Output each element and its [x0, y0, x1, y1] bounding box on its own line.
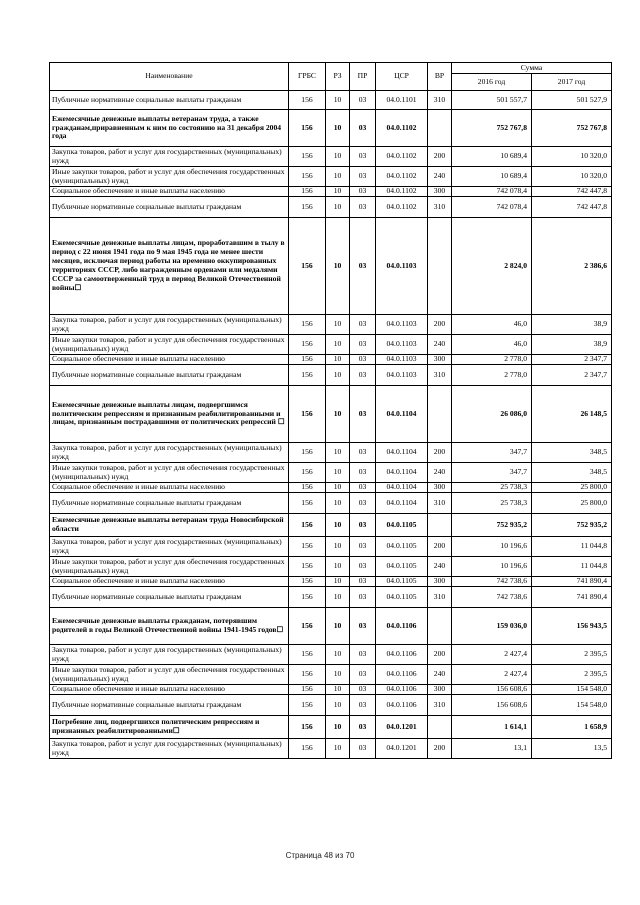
cell-pr: 03: [350, 537, 376, 557]
cell-pr: 03: [350, 463, 376, 483]
cell-csr: 04.0.1102: [376, 110, 428, 147]
cell-pr: 03: [350, 483, 376, 493]
cell-2016: 752 935,2: [452, 514, 532, 537]
cell-name: Закупка товаров, работ и услуг для государственных (муниципальных) нужд: [50, 739, 289, 759]
cell-2016: 159 036,0: [452, 608, 532, 645]
table-row: [50, 218, 612, 315]
cell-name: Социальное обеспечение и иные выплаты населению: [50, 355, 289, 365]
cell-pr: 03: [350, 386, 376, 443]
cell-2017: 2 395,5: [532, 645, 612, 665]
cell-grbs: 156: [289, 537, 326, 557]
cell-2017: 38,9: [532, 335, 612, 355]
cell-pr: 03: [350, 557, 376, 577]
table-row: [50, 335, 612, 355]
cell-2017: 752 767,8: [532, 110, 612, 147]
cell-rz: 10: [326, 537, 350, 557]
header-sum: Сумма: [452, 63, 612, 74]
cell-grbs: 156: [289, 739, 326, 759]
table-row: [50, 355, 612, 365]
cell-grbs: 156: [289, 645, 326, 665]
cell-2017: 742 447,8: [532, 197, 612, 218]
cell-vr: 200: [428, 315, 452, 335]
cell-grbs: 156: [289, 147, 326, 167]
cell-csr: 04.0.1103: [376, 315, 428, 335]
cell-grbs: 156: [289, 218, 326, 315]
cell-name: Публичные нормативные социальные выплаты гражданам: [50, 493, 289, 514]
cell-2016: 742 738,6: [452, 577, 532, 587]
cell-name: Закупка товаров, работ и услуг для государственных (муниципальных) нужд: [50, 645, 289, 665]
cell-name: Социальное обеспечение и иные выплаты населению: [50, 685, 289, 695]
cell-name: Публичные нормативные социальные выплаты гражданам: [50, 365, 289, 386]
cell-csr: 04.0.1102: [376, 167, 428, 187]
cell-csr: 04.0.1102: [376, 197, 428, 218]
cell-vr: 200: [428, 443, 452, 463]
cell-2016: 2 427,4: [452, 665, 532, 685]
cell-vr: 300: [428, 187, 452, 197]
table-row: [50, 514, 612, 537]
cell-grbs: 156: [289, 577, 326, 587]
cell-csr: 04.0.1103: [376, 365, 428, 386]
cell-rz: 10: [326, 335, 350, 355]
cell-2016: 2 824,0: [452, 218, 532, 315]
cell-pr: 03: [350, 147, 376, 167]
cell-2016: 742 078,4: [452, 187, 532, 197]
cell-vr: 200: [428, 739, 452, 759]
header-pr: ПР: [350, 63, 376, 91]
cell-grbs: 156: [289, 197, 326, 218]
cell-grbs: 156: [289, 716, 326, 739]
cell-2017: 13,5: [532, 739, 612, 759]
cell-rz: 10: [326, 91, 350, 110]
cell-2017: 25 800,0: [532, 493, 612, 514]
cell-grbs: 156: [289, 608, 326, 645]
cell-rz: 10: [326, 587, 350, 608]
cell-pr: 03: [350, 91, 376, 110]
cell-rz: 10: [326, 386, 350, 443]
cell-name: Публичные нормативные социальные выплаты гражданам: [50, 587, 289, 608]
cell-rz: 10: [326, 147, 350, 167]
cell-2016: 25 738,3: [452, 483, 532, 493]
cell-rz: 10: [326, 187, 350, 197]
cell-pr: 03: [350, 608, 376, 645]
table-row: [50, 443, 612, 463]
cell-2016: 46,0: [452, 335, 532, 355]
cell-2017: 2 347,7: [532, 355, 612, 365]
cell-grbs: 156: [289, 557, 326, 577]
cell-vr: 300: [428, 355, 452, 365]
cell-rz: 10: [326, 463, 350, 483]
header-rz: РЗ: [326, 63, 350, 91]
cell-2017: 2 395,5: [532, 665, 612, 685]
cell-vr: [428, 110, 452, 147]
table-row: [50, 665, 612, 685]
cell-name: Ежемесячные денежные выплаты гражданам, потерявшим родителей в годы Великой Отечественной войны 1941-1945 годов☐: [50, 608, 289, 645]
cell-grbs: 156: [289, 443, 326, 463]
cell-2017: 11 044,8: [532, 557, 612, 577]
cell-pr: 03: [350, 645, 376, 665]
cell-pr: 03: [350, 167, 376, 187]
cell-rz: 10: [326, 695, 350, 716]
cell-pr: 03: [350, 577, 376, 587]
cell-2016: 2 778,0: [452, 365, 532, 386]
table-body: [50, 91, 612, 759]
cell-grbs: 156: [289, 355, 326, 365]
cell-name: Иные закупки товаров, работ и услуг для обеспечения государственных (муниципальных) нужд: [50, 335, 289, 355]
cell-name: Социальное обеспечение и иные выплаты населению: [50, 577, 289, 587]
cell-name: Ежемесячные денежные выплаты ветеранам труда Новосибирской области: [50, 514, 289, 537]
cell-rz: 10: [326, 557, 350, 577]
cell-name: Публичные нормативные социальные выплаты гражданам: [50, 197, 289, 218]
cell-vr: 240: [428, 335, 452, 355]
cell-2016: 10 689,4: [452, 167, 532, 187]
cell-csr: 04.0.1201: [376, 716, 428, 739]
cell-rz: 10: [326, 167, 350, 187]
cell-pr: 03: [350, 365, 376, 386]
table-row: [50, 493, 612, 514]
cell-2017: 38,9: [532, 315, 612, 335]
cell-pr: 03: [350, 218, 376, 315]
cell-grbs: 156: [289, 110, 326, 147]
cell-vr: 310: [428, 365, 452, 386]
cell-rz: 10: [326, 493, 350, 514]
cell-rz: 10: [326, 665, 350, 685]
cell-2016: 10 196,6: [452, 537, 532, 557]
cell-2016: 347,7: [452, 443, 532, 463]
cell-csr: 04.0.1102: [376, 147, 428, 167]
cell-name: Социальное обеспечение и иные выплаты населению: [50, 187, 289, 197]
cell-vr: 240: [428, 557, 452, 577]
cell-2016: 752 767,8: [452, 110, 532, 147]
cell-vr: 240: [428, 665, 452, 685]
cell-grbs: 156: [289, 91, 326, 110]
cell-pr: 03: [350, 716, 376, 739]
cell-csr: 04.0.1105: [376, 587, 428, 608]
cell-2017: 26 148,5: [532, 386, 612, 443]
cell-csr: 04.0.1105: [376, 577, 428, 587]
cell-2016: 25 738,3: [452, 493, 532, 514]
cell-2017: 154 548,0: [532, 685, 612, 695]
table-row: [50, 315, 612, 335]
cell-pr: 03: [350, 187, 376, 197]
cell-csr: 04.0.1102: [376, 187, 428, 197]
cell-name: Ежемесячные денежные выплаты ветеранам труда, а также гражданам,приравненным к ним по состоянию на 31 декабря 2004 года: [50, 110, 289, 147]
cell-rz: 10: [326, 739, 350, 759]
table-row: [50, 147, 612, 167]
cell-2017: 25 800,0: [532, 483, 612, 493]
cell-2016: 742 738,6: [452, 587, 532, 608]
cell-name: Закупка товаров, работ и услуг для государственных (муниципальных) нужд: [50, 147, 289, 167]
cell-grbs: 156: [289, 386, 326, 443]
table-row: [50, 557, 612, 577]
cell-2017: 501 527,9: [532, 91, 612, 110]
cell-2017: 2 347,7: [532, 365, 612, 386]
cell-2017: 348,5: [532, 463, 612, 483]
cell-name: Иные закупки товаров, работ и услуг для обеспечения государственных (муниципальных) нужд: [50, 557, 289, 577]
cell-csr: 04.0.1103: [376, 218, 428, 315]
cell-vr: 310: [428, 91, 452, 110]
cell-vr: 200: [428, 147, 452, 167]
cell-name: Публичные нормативные социальные выплаты гражданам: [50, 91, 289, 110]
cell-csr: 04.0.1104: [376, 493, 428, 514]
table-row: [50, 197, 612, 218]
cell-rz: 10: [326, 716, 350, 739]
cell-2016: 347,7: [452, 463, 532, 483]
cell-rz: 10: [326, 197, 350, 218]
cell-2016: 742 078,4: [452, 197, 532, 218]
cell-csr: 04.0.1104: [376, 443, 428, 463]
cell-vr: [428, 716, 452, 739]
page-number: Страница 48 из 70: [285, 851, 355, 860]
cell-name: Закупка товаров, работ и услуг для государственных (муниципальных) нужд: [50, 443, 289, 463]
cell-2017: 156 943,5: [532, 608, 612, 645]
cell-rz: 10: [326, 365, 350, 386]
cell-rz: 10: [326, 514, 350, 537]
header-2016: 2016 год: [452, 74, 532, 91]
cell-pr: 03: [350, 197, 376, 218]
cell-csr: 04.0.1106: [376, 685, 428, 695]
cell-vr: [428, 514, 452, 537]
cell-pr: 03: [350, 587, 376, 608]
cell-2017: 742 447,8: [532, 187, 612, 197]
cell-2017: 741 890,4: [532, 587, 612, 608]
cell-vr: 200: [428, 645, 452, 665]
table-row: [50, 167, 612, 187]
cell-2017: 741 890,4: [532, 577, 612, 587]
cell-name: Погребение лиц, подвергшихся политическим репрессиям и признанных реабилитированными☐: [50, 716, 289, 739]
cell-rz: 10: [326, 645, 350, 665]
cell-2016: 2 427,4: [452, 645, 532, 665]
cell-grbs: 156: [289, 315, 326, 335]
cell-vr: 300: [428, 577, 452, 587]
table-row: [50, 587, 612, 608]
cell-rz: 10: [326, 483, 350, 493]
cell-name: Ежемесячные денежные выплаты лицам, проработавшим в тылу в период с 22 июня 1941 года по 9 мая 1945 года не менее шести месяцев, исключая период работы на временно оккупированных территориях СССР, либо награжденным орденами или медалями СССР за самоотверженный труд в период Великой Отечественной войны☐: [50, 218, 289, 315]
header-csr: ЦСР: [376, 63, 428, 91]
table-row: [50, 739, 612, 759]
cell-2017: 752 935,2: [532, 514, 612, 537]
cell-csr: 04.0.1101: [376, 91, 428, 110]
cell-vr: 310: [428, 197, 452, 218]
cell-rz: 10: [326, 577, 350, 587]
cell-2017: 1 658,9: [532, 716, 612, 739]
header-name: Наименование: [50, 63, 289, 91]
cell-csr: 04.0.1106: [376, 665, 428, 685]
cell-grbs: 156: [289, 335, 326, 355]
cell-csr: 04.0.1106: [376, 695, 428, 716]
cell-vr: [428, 386, 452, 443]
cell-vr: 300: [428, 483, 452, 493]
budget-table: [49, 62, 612, 759]
cell-csr: 04.0.1105: [376, 514, 428, 537]
cell-2017: 154 548,0: [532, 695, 612, 716]
cell-2016: 501 557,7: [452, 91, 532, 110]
cell-vr: [428, 218, 452, 315]
cell-2017: 11 044,8: [532, 537, 612, 557]
cell-grbs: 156: [289, 665, 326, 685]
cell-vr: 300: [428, 685, 452, 695]
cell-vr: 310: [428, 695, 452, 716]
cell-2016: 46,0: [452, 315, 532, 335]
cell-pr: 03: [350, 493, 376, 514]
cell-pr: 03: [350, 739, 376, 759]
cell-name: Иные закупки товаров, работ и услуг для обеспечения государственных (муниципальных) нужд: [50, 167, 289, 187]
cell-2017: 10 320,0: [532, 147, 612, 167]
cell-2017: 2 386,6: [532, 218, 612, 315]
cell-pr: 03: [350, 695, 376, 716]
cell-grbs: 156: [289, 167, 326, 187]
cell-vr: 310: [428, 587, 452, 608]
cell-grbs: 156: [289, 685, 326, 695]
cell-2016: 156 608,6: [452, 685, 532, 695]
cell-csr: 04.0.1103: [376, 355, 428, 365]
cell-name: Иные закупки товаров, работ и услуг для обеспечения государственных (муниципальных) нужд: [50, 665, 289, 685]
cell-name: Иные закупки товаров, работ и услуг для обеспечения государственных (муниципальных) нужд: [50, 463, 289, 483]
table-row: [50, 695, 612, 716]
cell-grbs: 156: [289, 695, 326, 716]
cell-csr: 04.0.1104: [376, 483, 428, 493]
cell-rz: 10: [326, 355, 350, 365]
cell-csr: 04.0.1201: [376, 739, 428, 759]
cell-2016: 10 196,6: [452, 557, 532, 577]
cell-pr: 03: [350, 335, 376, 355]
table-row: [50, 365, 612, 386]
cell-2017: 10 320,0: [532, 167, 612, 187]
cell-rz: 10: [326, 315, 350, 335]
table-row: [50, 110, 612, 147]
header-grbs: ГРБС: [289, 63, 326, 91]
cell-vr: 200: [428, 537, 452, 557]
table-row: [50, 386, 612, 443]
cell-name: Публичные нормативные социальные выплаты гражданам: [50, 695, 289, 716]
cell-rz: 10: [326, 218, 350, 315]
cell-name: Закупка товаров, работ и услуг для государственных (муниципальных) нужд: [50, 315, 289, 335]
cell-csr: 04.0.1104: [376, 463, 428, 483]
table-row: [50, 91, 612, 110]
cell-grbs: 156: [289, 493, 326, 514]
cell-name: Закупка товаров, работ и услуг для государственных (муниципальных) нужд: [50, 537, 289, 557]
table-row: [50, 608, 612, 645]
cell-pr: 03: [350, 110, 376, 147]
table-row: [50, 645, 612, 665]
table-row: [50, 463, 612, 483]
cell-rz: 10: [326, 110, 350, 147]
cell-grbs: 156: [289, 483, 326, 493]
cell-pr: 03: [350, 514, 376, 537]
cell-2016: 13,1: [452, 739, 532, 759]
cell-pr: 03: [350, 315, 376, 335]
table-row: [50, 577, 612, 587]
cell-2017: 348,5: [532, 443, 612, 463]
table-row: [50, 187, 612, 197]
cell-pr: 03: [350, 355, 376, 365]
cell-rz: 10: [326, 608, 350, 645]
cell-csr: 04.0.1106: [376, 608, 428, 645]
cell-rz: 10: [326, 685, 350, 695]
cell-pr: 03: [350, 665, 376, 685]
header-vr: ВР: [428, 63, 452, 91]
cell-grbs: 156: [289, 463, 326, 483]
cell-vr: 310: [428, 493, 452, 514]
cell-2016: 156 608,6: [452, 695, 532, 716]
cell-vr: [428, 608, 452, 645]
table-row: [50, 483, 612, 493]
cell-csr: 04.0.1105: [376, 537, 428, 557]
cell-pr: 03: [350, 443, 376, 463]
cell-grbs: 156: [289, 514, 326, 537]
cell-2016: 2 778,0: [452, 355, 532, 365]
cell-rz: 10: [326, 443, 350, 463]
table-row: [50, 685, 612, 695]
cell-csr: 04.0.1105: [376, 557, 428, 577]
cell-vr: 240: [428, 167, 452, 187]
cell-2016: 1 614,1: [452, 716, 532, 739]
cell-name: Ежемесячные денежные выплаты лицам, подвергшимся политическим репрессиям и признанным реабилитированными и лицам, признанным пострадавшими от политических репрессий ☐: [50, 386, 289, 443]
cell-vr: 240: [428, 463, 452, 483]
table-row: [50, 716, 612, 739]
cell-2016: 26 086,0: [452, 386, 532, 443]
table-row: [50, 537, 612, 557]
cell-grbs: 156: [289, 587, 326, 608]
cell-csr: 04.0.1103: [376, 335, 428, 355]
header-2017: 2017 год: [532, 74, 612, 91]
cell-name: Социальное обеспечение и иные выплаты населению: [50, 483, 289, 493]
cell-grbs: 156: [289, 187, 326, 197]
cell-csr: 04.0.1104: [376, 386, 428, 443]
cell-2016: 10 689,4: [452, 147, 532, 167]
cell-csr: 04.0.1106: [376, 645, 428, 665]
cell-grbs: 156: [289, 365, 326, 386]
cell-pr: 03: [350, 685, 376, 695]
